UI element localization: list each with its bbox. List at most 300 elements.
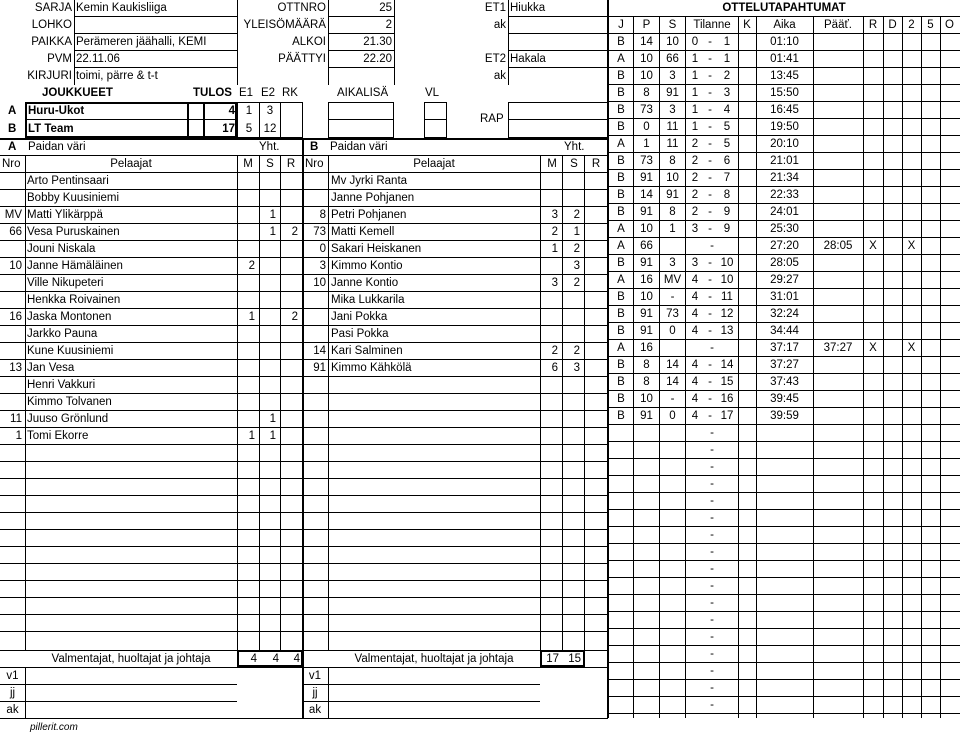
player-name: Jarkko Pauna bbox=[27, 328, 98, 340]
event-scorer: 91 bbox=[640, 410, 653, 422]
event-time: 32:24 bbox=[770, 308, 799, 320]
event-score-b: 16 bbox=[720, 393, 734, 405]
event-row bbox=[608, 629, 960, 646]
team-a-player-row bbox=[0, 292, 302, 309]
event-scorer: 91 bbox=[640, 172, 653, 184]
event-assist: 3 bbox=[669, 104, 676, 116]
event-scorer: 0 bbox=[643, 121, 650, 133]
event-score-b: 2 bbox=[723, 70, 731, 82]
event-time: 31:01 bbox=[770, 291, 799, 303]
event-row bbox=[608, 68, 960, 85]
event-scorer: 91 bbox=[640, 257, 653, 269]
joukkueet-header: JOUKKUEET bbox=[42, 87, 113, 99]
event-time: 21:01 bbox=[770, 155, 799, 167]
event-score-b: 10 bbox=[720, 257, 734, 269]
event-scorer: 8 bbox=[643, 376, 650, 388]
player-r: 2 bbox=[291, 226, 298, 238]
player-name: Jouni Niskala bbox=[27, 243, 96, 255]
player-name: Kune Kuusiniemi bbox=[27, 345, 114, 357]
player-number: 11 bbox=[10, 413, 22, 425]
event-team: A bbox=[617, 342, 625, 354]
event-row bbox=[608, 391, 960, 408]
event-score-dash: - bbox=[710, 342, 714, 354]
team-a-letter: A bbox=[8, 105, 17, 117]
player-name: Matti Kemell bbox=[331, 226, 395, 238]
player-number: 1 bbox=[15, 430, 22, 442]
event-team: B bbox=[617, 172, 625, 184]
event-score-a: 4 bbox=[691, 325, 699, 337]
team-a-valmentajat-label: Valmentajat, huoltajat ja johtaja bbox=[51, 653, 211, 665]
player-s: 1 bbox=[573, 226, 580, 238]
player-m: 2 bbox=[551, 226, 558, 238]
event-scorer: 66 bbox=[640, 240, 653, 252]
event-score-dash: - bbox=[710, 580, 714, 592]
ak2-label: ak bbox=[493, 70, 506, 82]
event-score-dash: - bbox=[710, 699, 714, 711]
team-a-total-r: 4 bbox=[293, 653, 300, 665]
team-a-paidan-vari-label: Paidan väri bbox=[28, 141, 86, 153]
team-b-total-m: 17 bbox=[546, 653, 559, 665]
event-time: 39:59 bbox=[770, 410, 799, 422]
aikalisa-header: AIKALISÄ bbox=[337, 87, 389, 99]
player-name: Janne Pohjanen bbox=[331, 192, 415, 204]
player-number: MV bbox=[4, 209, 22, 221]
event-score-a: 1 bbox=[691, 53, 699, 65]
player-m: 1 bbox=[248, 311, 255, 323]
kirjuri-label: KIRJURI bbox=[27, 70, 72, 82]
event-scorer: 73 bbox=[640, 155, 653, 167]
player-s: 2 bbox=[573, 345, 580, 357]
event-row bbox=[608, 204, 960, 221]
event-scorer: 91 bbox=[640, 308, 653, 320]
et1-value: Hiukka bbox=[510, 2, 546, 14]
event-score-dash: - bbox=[708, 410, 712, 422]
event-penalty-end: 37:27 bbox=[823, 342, 853, 354]
event-score-dash: - bbox=[708, 70, 712, 82]
team-b-player-row bbox=[302, 241, 604, 258]
event-row bbox=[608, 136, 960, 153]
event-score-dash: - bbox=[710, 563, 714, 575]
team-a-player-row bbox=[0, 207, 302, 224]
event-score-dash: - bbox=[710, 478, 714, 490]
event-score-dash: - bbox=[708, 36, 712, 48]
player-s: 1 bbox=[269, 226, 276, 238]
pvm-value: 22.11.06 bbox=[76, 53, 120, 65]
event-row bbox=[608, 357, 960, 374]
event-team: A bbox=[617, 274, 625, 286]
ottnro-label: OTTNRO bbox=[277, 2, 326, 14]
team-b-roster-letter: B bbox=[310, 141, 319, 153]
event-row bbox=[608, 51, 960, 68]
paattyi-value: 22.20 bbox=[363, 53, 392, 65]
event-row bbox=[608, 425, 960, 442]
event-team: B bbox=[617, 410, 625, 422]
event-score-a: 4 bbox=[691, 274, 699, 286]
team-a-player-row bbox=[0, 173, 302, 190]
event-score-a: 4 bbox=[691, 393, 699, 405]
event-row bbox=[608, 221, 960, 238]
event-assist: 10 bbox=[666, 36, 679, 48]
team-a-tulos: 4 bbox=[228, 105, 235, 117]
event-scorer: 10 bbox=[640, 393, 653, 405]
event-score-dash: - bbox=[710, 648, 714, 660]
event-time: 19:50 bbox=[770, 121, 799, 133]
team-b-player-row bbox=[302, 173, 604, 190]
event-score-b: 6 bbox=[723, 155, 731, 167]
event-team: A bbox=[617, 240, 625, 252]
team-a-player-row bbox=[0, 224, 302, 241]
event-time: 37:43 bbox=[770, 376, 799, 388]
event-team: B bbox=[617, 104, 625, 116]
team-b-player-row bbox=[302, 292, 604, 309]
event-score-dash: - bbox=[710, 597, 714, 609]
team-b-v1-label: v1 bbox=[308, 670, 322, 682]
player-s: 1 bbox=[269, 209, 276, 221]
event-score-b: 12 bbox=[720, 308, 734, 320]
event-team: B bbox=[617, 325, 625, 337]
event-score-a: 4 bbox=[691, 410, 699, 422]
event-score-dash: - bbox=[708, 376, 712, 388]
player-name: Juuso Grönlund bbox=[27, 413, 109, 425]
event-row bbox=[608, 102, 960, 119]
player-number: 16 bbox=[9, 311, 22, 323]
player-m: 2 bbox=[551, 345, 558, 357]
event-assist: 11 bbox=[666, 138, 679, 150]
team-b-e1: 5 bbox=[245, 123, 253, 135]
ev-header-r: R bbox=[868, 19, 878, 31]
event-score-dash: - bbox=[710, 682, 714, 694]
event-row bbox=[608, 680, 960, 697]
event-row bbox=[608, 34, 960, 51]
team-a-m-header: M bbox=[243, 158, 253, 170]
event-score-b: 9 bbox=[723, 206, 731, 218]
event-row bbox=[608, 493, 960, 510]
ev-header-d: D bbox=[888, 19, 897, 31]
event-row bbox=[608, 476, 960, 493]
ev-header-5: 5 bbox=[927, 19, 934, 31]
ottnro-value: 25 bbox=[379, 2, 392, 14]
event-time: 34:44 bbox=[770, 325, 799, 337]
vl-header: VL bbox=[425, 87, 440, 99]
team-a-e1: 1 bbox=[245, 105, 253, 117]
event-time: 37:27 bbox=[770, 359, 799, 371]
ev-header-o: O bbox=[945, 19, 954, 31]
event-assist: 73 bbox=[666, 308, 679, 320]
event-row bbox=[608, 646, 960, 663]
event-scorer: 10 bbox=[640, 53, 653, 65]
event-row bbox=[608, 272, 960, 289]
event-time: 01:41 bbox=[770, 53, 799, 65]
team-b-e2: 12 bbox=[263, 123, 277, 135]
event-assist: - bbox=[670, 291, 675, 303]
team-a-player-row bbox=[0, 411, 302, 428]
player-s: 1 bbox=[269, 430, 276, 442]
event-score-b: 1 bbox=[723, 53, 731, 65]
team-a-player-row bbox=[0, 190, 302, 207]
event-score-dash: - bbox=[710, 512, 714, 524]
ak1-label: ak bbox=[493, 19, 506, 31]
pvm-label: PVM bbox=[47, 53, 72, 65]
player-name: Arto Pentinsaari bbox=[27, 175, 109, 187]
event-time: 28:05 bbox=[770, 257, 799, 269]
event-team: B bbox=[617, 206, 625, 218]
event-score-a: 2 bbox=[691, 189, 699, 201]
rap-label: RAP bbox=[480, 113, 504, 125]
team-a-player-row bbox=[0, 309, 302, 326]
event-score-a: 2 bbox=[691, 172, 699, 184]
team-b-ak-label: ak bbox=[308, 704, 322, 716]
event-time: 24:01 bbox=[770, 206, 799, 218]
lohko-label: LOHKO bbox=[31, 19, 72, 31]
event-assist: 11 bbox=[666, 121, 679, 133]
team-a-player-row bbox=[0, 428, 302, 445]
player-number: 13 bbox=[9, 362, 22, 374]
team-a-player-row bbox=[0, 326, 302, 343]
team-a-name: Huru-Ukot bbox=[28, 105, 85, 117]
player-s: 1 bbox=[269, 413, 276, 425]
ev-header-j: J bbox=[618, 19, 624, 31]
event-score-b: 5 bbox=[723, 138, 731, 150]
team-a-roster-letter: A bbox=[8, 141, 17, 153]
event-scorer: 10 bbox=[640, 223, 653, 235]
event-time: 37:17 bbox=[770, 342, 799, 354]
event-team: B bbox=[617, 359, 625, 371]
event-score-dash: - bbox=[708, 308, 712, 320]
event-score-dash: - bbox=[708, 206, 712, 218]
ev-header-paat: Pääť. bbox=[824, 19, 852, 31]
event-assist: 14 bbox=[666, 359, 679, 371]
player-number: 91 bbox=[313, 362, 326, 374]
event-score-b: 9 bbox=[723, 223, 731, 235]
rk-header: RK bbox=[282, 87, 298, 99]
event-row bbox=[608, 595, 960, 612]
event-score-dash: - bbox=[708, 325, 712, 337]
event-row bbox=[608, 374, 960, 391]
event-time: 22:33 bbox=[770, 189, 799, 201]
tulos-header: TULOS bbox=[193, 87, 232, 99]
event-row bbox=[608, 340, 960, 357]
event-row bbox=[608, 306, 960, 323]
et2-value: Hakala bbox=[510, 53, 546, 65]
event-scorer: 14 bbox=[640, 189, 653, 201]
event-row bbox=[608, 408, 960, 425]
player-r: 2 bbox=[291, 311, 298, 323]
event-score-a: 2 bbox=[691, 138, 699, 150]
event-score-dash: - bbox=[710, 529, 714, 541]
event-team: B bbox=[617, 155, 625, 167]
event-row bbox=[608, 187, 960, 204]
event-score-b: 5 bbox=[723, 121, 731, 133]
event-score-a: 4 bbox=[691, 376, 699, 388]
player-name: Sakari Heiskanen bbox=[331, 243, 422, 255]
event-scorer: 14 bbox=[640, 36, 653, 48]
ev-header-k: K bbox=[743, 19, 751, 31]
event-score-dash: - bbox=[708, 257, 712, 269]
player-s: 3 bbox=[573, 362, 580, 374]
team-a-s-header: S bbox=[266, 158, 274, 170]
event-row bbox=[608, 238, 960, 255]
team-a-jj-label: jj bbox=[9, 687, 16, 699]
player-name: Henri Vakkuri bbox=[27, 379, 96, 391]
event-row bbox=[608, 289, 960, 306]
team-b-player-row bbox=[302, 207, 604, 224]
event-score-b: 14 bbox=[720, 359, 734, 371]
event-team: A bbox=[617, 223, 625, 235]
event-scorer: 10 bbox=[640, 70, 653, 82]
player-number: 73 bbox=[313, 226, 326, 238]
player-name: Pasi Pokka bbox=[331, 328, 389, 340]
team-a-v1-label: v1 bbox=[6, 670, 19, 682]
event-assist: 8 bbox=[669, 155, 676, 167]
event-score-b: 3 bbox=[723, 87, 731, 99]
team-a-player-row bbox=[0, 258, 302, 275]
player-name: Bobby Kuusiniemi bbox=[27, 192, 120, 204]
ev-header-p: P bbox=[642, 19, 651, 31]
event-score-b: 1 bbox=[723, 36, 731, 48]
kirjuri-value: toimi, pärre & t-t bbox=[76, 70, 158, 82]
event-score-dash: - bbox=[710, 665, 714, 677]
event-score-dash: - bbox=[710, 427, 714, 439]
team-b-letter: B bbox=[8, 123, 17, 135]
player-number: 0 bbox=[319, 243, 326, 255]
player-number: 66 bbox=[9, 226, 22, 238]
team-b-nro-header: Nro bbox=[305, 158, 324, 170]
event-assist: 10 bbox=[666, 172, 679, 184]
event-score-b: 17 bbox=[720, 410, 734, 422]
player-name: Henkka Roivainen bbox=[27, 294, 121, 306]
team-a-player-row bbox=[0, 394, 302, 411]
event-score-dash: - bbox=[708, 138, 712, 150]
event-score-dash: - bbox=[708, 359, 712, 371]
player-name: Kimmo Kähkölä bbox=[331, 362, 412, 374]
team-a-player-row bbox=[0, 360, 302, 377]
ev-header-2: 2 bbox=[908, 19, 915, 31]
event-scorer: 16 bbox=[640, 342, 653, 354]
ottelutapahtumat-title: OTTELUTAPAHTUMAT bbox=[722, 2, 846, 14]
team-b-player-row bbox=[302, 275, 604, 292]
player-name: Mv Jyrki Ranta bbox=[331, 175, 408, 187]
event-penalty-end: 28:05 bbox=[823, 240, 853, 252]
player-s: 3 bbox=[573, 260, 580, 272]
event-score-a: 1 bbox=[691, 87, 699, 99]
paikka-label: PAIKKA bbox=[31, 36, 72, 48]
paattyi-label: PÄÄTTYI bbox=[278, 53, 326, 65]
footer-credit: pillerit.com bbox=[30, 722, 78, 733]
event-2: X bbox=[907, 342, 916, 354]
team-b-paidan-vari-label: Paidan väri bbox=[330, 141, 388, 153]
event-team: B bbox=[617, 376, 625, 388]
event-score-a: 2 bbox=[691, 155, 699, 167]
event-score-a: 1 bbox=[691, 121, 699, 133]
event-team: B bbox=[617, 36, 625, 48]
player-name: Kari Salminen bbox=[331, 345, 403, 357]
team-a-pelaajat-header: Pelaajat bbox=[110, 158, 152, 170]
player-name: Jaska Montonen bbox=[27, 311, 112, 323]
event-row bbox=[608, 578, 960, 595]
event-score-dash: - bbox=[710, 240, 714, 252]
event-team: B bbox=[617, 393, 625, 405]
team-a-e2: 3 bbox=[266, 105, 274, 117]
event-score-dash: - bbox=[708, 121, 712, 133]
event-row bbox=[608, 510, 960, 527]
event-time: 29:27 bbox=[770, 274, 799, 286]
team-b-jj-label: jj bbox=[312, 687, 318, 699]
player-number: 14 bbox=[313, 345, 326, 357]
event-score-b: 4 bbox=[723, 104, 731, 116]
event-score-a: 4 bbox=[691, 308, 699, 320]
yleiso-value: 2 bbox=[385, 19, 392, 31]
event-score-dash: - bbox=[710, 614, 714, 626]
team-a-ak-label: ak bbox=[6, 704, 19, 716]
event-score-a: 1 bbox=[691, 70, 699, 82]
player-s: 2 bbox=[573, 243, 580, 255]
team-b-tulos: 17 bbox=[222, 123, 235, 135]
player-m: 2 bbox=[248, 260, 255, 272]
event-row bbox=[608, 459, 960, 476]
event-scorer: 8 bbox=[643, 87, 650, 99]
event-assist: - bbox=[670, 393, 675, 405]
team-a-player-row bbox=[0, 241, 302, 258]
event-row bbox=[608, 119, 960, 136]
sarja-value: Kemin Kaukisliiga bbox=[76, 2, 167, 14]
player-name: Jani Pokka bbox=[331, 311, 388, 323]
event-scorer: 73 bbox=[640, 104, 653, 116]
ev-header-tilanne: Tilanne bbox=[693, 19, 731, 31]
event-row bbox=[608, 153, 960, 170]
event-team: B bbox=[617, 189, 625, 201]
event-score-dash: - bbox=[710, 495, 714, 507]
player-number: 3 bbox=[319, 260, 326, 272]
event-assist: 1 bbox=[669, 223, 676, 235]
event-r: X bbox=[869, 240, 877, 252]
event-team: B bbox=[617, 291, 625, 303]
team-b-valmentajat-label: Valmentajat, huoltajat ja johtaja bbox=[354, 653, 514, 665]
team-b-player-row bbox=[302, 258, 604, 275]
player-m: 6 bbox=[551, 362, 558, 374]
team-b-name: LT Team bbox=[28, 123, 74, 135]
team-a-total-m: 4 bbox=[250, 653, 257, 665]
team-a-player-row bbox=[0, 275, 302, 292]
event-score-dash: - bbox=[708, 393, 712, 405]
team-b-pelaajat-header: Pelaajat bbox=[413, 158, 455, 170]
event-row bbox=[608, 255, 960, 272]
event-scorer: 8 bbox=[643, 359, 650, 371]
paikka-value: Perämeren jäähalli, KEMI bbox=[76, 36, 207, 48]
player-name: Ville Nikupeteri bbox=[27, 277, 104, 289]
team-b-player-row bbox=[302, 309, 604, 326]
event-score-a: 2 bbox=[691, 206, 699, 218]
event-score-dash: - bbox=[708, 172, 712, 184]
player-number: 10 bbox=[313, 277, 326, 289]
event-assist: 0 bbox=[669, 410, 676, 422]
e1-header: E1 bbox=[239, 87, 254, 99]
player-name: Janne Kontio bbox=[331, 277, 399, 289]
event-score-b: 10 bbox=[720, 274, 734, 286]
sarja-label: SARJA bbox=[34, 2, 72, 14]
event-score-a: 3 bbox=[691, 223, 699, 235]
e2-header: E2 bbox=[261, 87, 276, 99]
event-team: A bbox=[617, 138, 625, 150]
event-time: 15:50 bbox=[770, 87, 799, 99]
event-time: 01:10 bbox=[770, 36, 799, 48]
event-score-dash: - bbox=[708, 53, 712, 65]
event-assist: 3 bbox=[669, 70, 676, 82]
event-assist: 91 bbox=[666, 189, 679, 201]
player-name: Petri Pohjanen bbox=[331, 209, 407, 221]
player-number: 8 bbox=[319, 209, 326, 221]
event-score-a: 3 bbox=[691, 257, 699, 269]
event-time: 16:45 bbox=[770, 104, 799, 116]
